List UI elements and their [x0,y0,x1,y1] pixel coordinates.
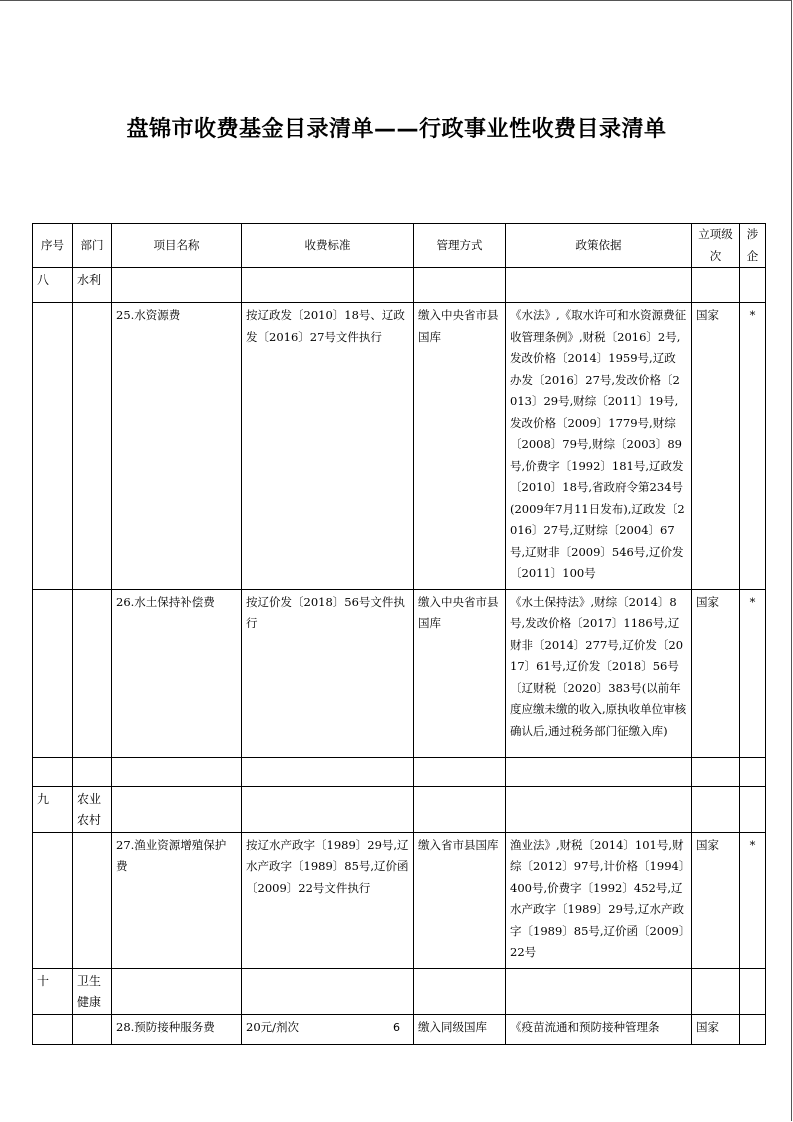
header-level: 立项级次 [692,224,740,268]
item-name: 28.预防接种服务费 [112,1014,242,1044]
header-policy: 政策依据 [506,224,692,268]
table-row [33,589,766,757]
fee-standard: 按辽政发〔2010〕18号、辽政发〔2016〕27号文件执行 [242,303,414,590]
management-method: 缴入同级国库 [414,1014,506,1044]
header-dept: 部门 [73,224,112,268]
header-management: 管理方式 [414,224,506,268]
page-number: 6 [393,1021,400,1034]
empty-row [33,757,766,786]
table-row [33,832,766,968]
item-name: 27.渔业资源增殖保护费 [112,832,242,968]
enterprise-mark: * [740,832,766,968]
enterprise-mark: * [740,589,766,757]
table-header-row [33,224,766,268]
section-row [33,968,766,1014]
management-method: 缴入中央省市县国库 [414,303,506,590]
approval-level: 国家 [692,1014,740,1044]
policy-basis: 《水法》,《取水许可和水资源费征收管理条例》,财税〔2016〕2号,发改价格〔2014〕1959号,辽政办发〔2016〕27号,发改价格〔2013〕29号,财综〔2011〕19号,发改价格〔2009〕1779号,财综〔2008〕79号,财综〔2003〕89号,价费字〔1992〕181号,辽政发〔2010〕18号,省政府令第234号(2009年7月11日发布),辽政发〔2016〕27号,辽财综〔2004〕67号,辽财非〔2009〕546号,辽价发〔2011〕100号 [506,303,692,590]
policy-basis: 渔业法》,财税〔2014〕101号,财综〔2012〕97号,计价格〔1994〕400号,价费字〔1992〕452号,辽水产政字〔1989〕29号,辽水产政字〔1989〕85号,辽价函〔2009〕22号 [506,832,692,968]
item-name: 25.水资源费 [112,303,242,590]
section-seq: 十 [33,968,73,1014]
section-seq: 八 [33,268,73,303]
page-title: 盘锦市收费基金目录清单——行政事业性收费目录清单 [126,117,667,142]
section-dept: 农业农村 [73,786,112,832]
policy-basis: 《疫苗流通和预防接种管理条 [506,1014,692,1044]
fee-standard: 按辽水产政字〔1989〕29号,辽水产政字〔1989〕85号,辽价函〔2009〕22号文件执行 [242,832,414,968]
fee-table [32,223,766,1045]
section-row [33,786,766,832]
approval-level: 国家 [692,303,740,590]
policy-basis: 《水土保持法》,财综〔2014〕8号,发改价格〔2017〕1186号,辽财非〔2014〕277号,辽价发〔2017〕61号,辽价发〔2018〕56号〔辽财税〔2020〕383号(以前年度应缴未缴的收入,原执收单位审核确认后,通过税务部门征缴入库) [506,589,692,757]
approval-level: 国家 [692,832,740,968]
section-row [33,268,766,303]
table-row [33,303,766,590]
management-method: 缴入中央省市县国库 [414,589,506,757]
header-seq: 序号 [33,224,73,268]
approval-level: 国家 [692,589,740,757]
header-item: 项目名称 [112,224,242,268]
fee-standard: 按辽价发〔2018〕56号文件执行 [242,589,414,757]
item-name: 26.水土保持补偿费 [112,589,242,757]
header-enterprise: 涉企 [740,224,766,268]
fee-standard: 20元/剂次 [242,1014,414,1044]
management-method: 缴入省市县国库 [414,832,506,968]
section-seq: 九 [33,786,73,832]
header-standard: 收费标准 [242,224,414,268]
enterprise-mark: * [740,303,766,590]
section-dept: 水利 [73,268,112,303]
section-dept: 卫生健康 [73,968,112,1014]
